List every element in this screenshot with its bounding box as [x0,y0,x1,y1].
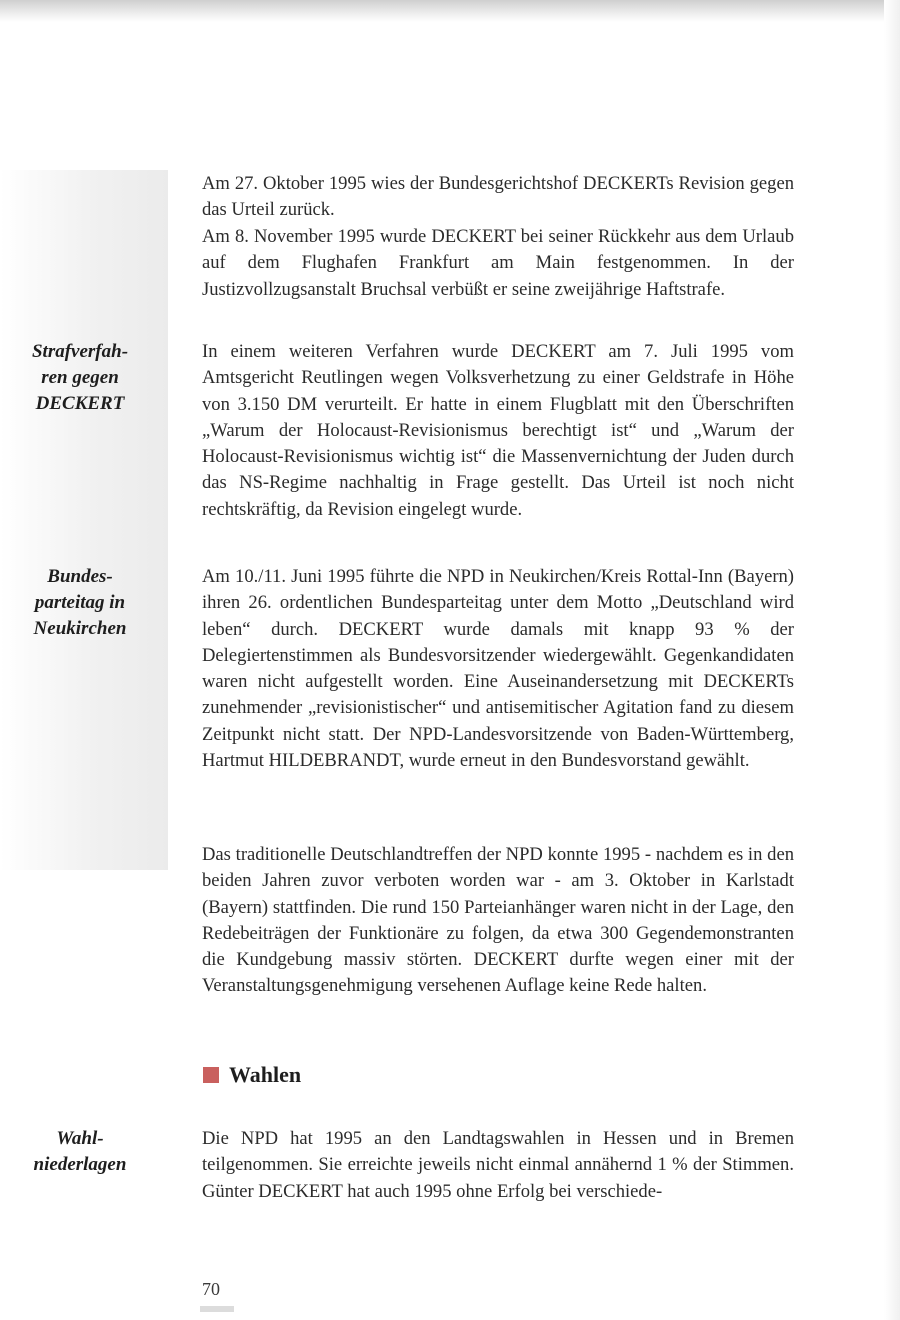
margin-note-line: ren gegen [41,367,119,388]
scan-right-edge [884,0,900,1320]
paragraph: In einem weiteren Verfahren wurde DECKERT am 7. Juli 1995 vom Amtsgericht Reutlingen wegen Volksverhetzung zu einer Geldstrafe in Höhe von 3.150 DM verurteilt. Er hatte in einem Flugblatt mit den Überschriften „Warum der Holocaust-Revisionismus berechtigt ist“ und „Warum der Holocaust-Revisionismus wichtig ist“ die Massenvernichtung der Juden durch das NS-Regime nachhaltig in Frage gestellt. Das Urteil ist noch nicht rechtskräftig, da Revision eingelegt wurde. [202,341,794,520]
margin-band [0,170,168,870]
margin-note-line: Strafverfah- [31,341,129,362]
page-number: 70 [202,1279,220,1299]
margin-note-line: niederlagen [33,1154,127,1175]
page-mark [200,1306,234,1312]
scan-top-edge [0,0,900,22]
section-heading-text: Wahlen [229,1062,302,1087]
margin-note-strafverfahren [0,339,160,417]
paragraph: Die NPD hat 1995 an den Landtagswahlen in Hessen und in Bremen teilgenommen. Sie erreichte jeweils nicht einmal annähernd 1 % der Stimmen. Günter DECKERT hat auch 1995 ohne Erfolg bei verschiede- [202,1128,794,1202]
section-heading [203,1062,301,1088]
paragraph: Am 8. November 1995 wurde DECKERT bei seiner Rückkehr aus dem Urlaub auf dem Flughafen Frankfurt am Main festgenommen. In der Justizvollzugsanstalt Bruchsal verbüßt er seine zweijährige Haftstrafe. [202,226,794,300]
margin-note-line: DECKERT [35,393,125,414]
paragraph: Am 10./11. Juni 1995 führte die NPD in Neukirchen/Kreis Rottal-Inn (Bayern) ihren 26. ordentlichen Bundesparteitag unter dem Motto „Deutschland wird leben“ durch. DECKERT wurde damals mit knapp 93 % der Delegiertenstimmen als Bundesvorsitzender wiedergewählt. Gegenkandidaten waren nicht aufgestellt worden. Eine Auseinandersetzung mit DECKERTs zunehmender „revisionistischer“ und antisemitischer Agitation fand zu diesem Zeitpunkt nicht statt. Der NPD-Landesvorsitzende von Baden-Württemberg, Hartmut HILDEBRANDT, wurde erneut in den Bundesvorstand gewählt. [202,566,794,772]
paragraph: Am 27. Oktober 1995 wies der Bundesgerichtshof DECKERTs Revision gegen das Urteil zurück. [202,173,794,221]
margin-note-wahlniederlagen [0,1126,160,1178]
margin-note-line: Neukirchen [33,618,127,639]
margin-note-line: Wahl- [56,1128,104,1149]
heading-square-icon [203,1067,219,1083]
margin-note-line: Bundes- [47,566,113,587]
margin-note-line: parteitag in [34,592,126,613]
margin-note-bundesparteitag [0,564,160,642]
paragraph: Das traditionelle Deutschlandtreffen der NPD konnte 1995 - nachdem es in den beiden Jahren zuvor verboten worden war - am 3. Oktober in Karlstadt (Bayern) stattfinden. Die rund 150 Parteianhänger waren nicht in der Lage, den Redebeiträgen der Funktionäre zu folgen, da etwa 300 Gegendemonstranten die Kundgebung massiv störten. DECKERT durfte wegen einer mit der Veranstaltungsgenehmigung versehenen Auflage keine Rede halten. [202,844,794,997]
